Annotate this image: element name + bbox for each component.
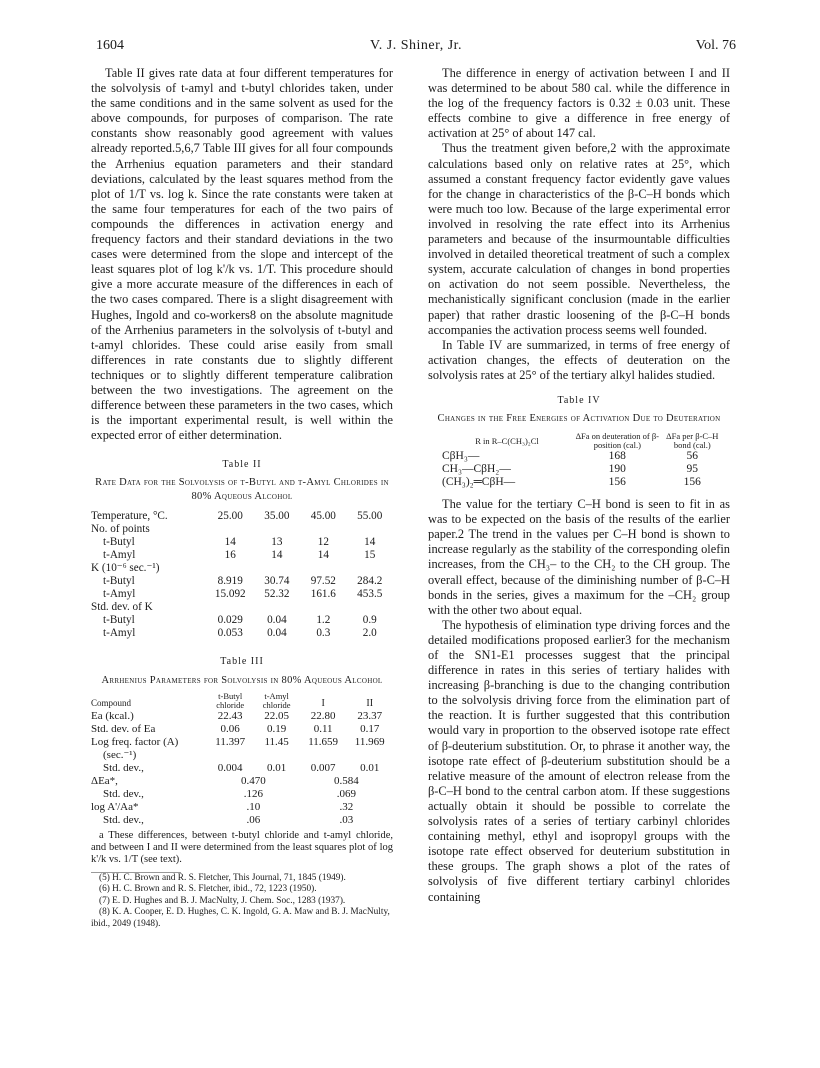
running-author: V. J. Shiner, Jr. [369, 38, 463, 53]
table-cell: 0.584 [334, 774, 359, 787]
table-row [91, 588, 393, 601]
table-row [442, 463, 722, 476]
table-cell: 0.01 [360, 761, 380, 774]
row-label: t-Butyl [103, 536, 135, 549]
page-header [96, 38, 736, 58]
row-label: (sec.⁻¹) [103, 748, 137, 761]
reference-item: (7) E. D. Hughes and B. J. MacNulty, J. Chem. Soc., 1283 (1937). [99, 895, 346, 906]
table-cell [300, 749, 347, 762]
row-label: Std. dev., [103, 787, 144, 800]
table-cell [346, 749, 393, 762]
col-compound: Compound [91, 697, 132, 708]
col-header: II [366, 697, 374, 709]
table-cell: 25.00 [217, 510, 243, 523]
table-cell: 0.17 [360, 722, 380, 735]
paragraph: Table II gives rate data at four different temperatures for the solvolysis of t-amyl and t-butyl chlorides taken, under the same conditions and in the same solvent as used for the above compounds, for purposes of comparison. The rate constants show reasonably good agreement with values already reported.5,6,7 Table III gives for all four compounds the Arrhenius equation parameters and their standard deviations, calculated by the least squares method from the plot of 1/T vs. log k. Since the rate constants were taken at the same four temperatures for each of the two pairs of compounds the differences in activation energy and frequency factors and their standard deviations in the two cases were determined from the slope and intercept of the least squares plot of log k'/k vs. 1/T. This procedure should give a more accurate measure of the differences in each of the two cases compared. There is a slight disagreement with Hughes, Ingold and co-workers8 on the absolute magnitude of the Arrhenius parameters in the solvolysis of t-butyl and t-amyl chlorides. These could arise easily from small differences in rate constants due to slightly different techniques or to slightly different temperature calibration between the two investigations. The agreement on the difference between these parameters in the two cases, which is the important experimental result, is well within the expected error of either determination. [91, 66, 393, 443]
references [91, 873, 393, 931]
paragraph: The hypothesis of elimination type driving forces and the detailed modifications proposed earlier3 for the mechanism of the SN1-E1 processes suggest that the principal difference in rates in this series of tertiary halides with increasing β-branching is due to the changing contribution to the solvolysis driving force from the elimination part of the reaction. It is further suggested that this contribution would vary in proportion to the observed isotope rate effect of β-deuterium substitution. Or, to phrase it another way, the isotope rate effect of β-deuterium substitution should be a relative measure of the amount of electron release from the β-C–H bond to the central carbon atom. If these suggestions actually obtain it should be possible to correlate the solvolysis rates of a series of tertiary carbinyl chlorides containing methyl, ethyl and isopropyl groups with the isotope rate effect observed for deuterium substitution in these groups. The graph shows a plot of the rates of solvolysis of five different tertiary carbinyl chlorides containing [428, 617, 730, 904]
table-cell: 14 [271, 549, 283, 562]
table-cell: 0.053 [217, 627, 243, 640]
table-iii-footnote: a These differences, between t-butyl chloride and t-amyl chloride, and between I and II were determined from the least squares plot of log k'/k vs. 1/T (see text). [91, 829, 393, 865]
table-cell: 14 [364, 536, 376, 549]
table-row [91, 736, 393, 749]
table-cell [254, 601, 300, 614]
table-row [91, 614, 393, 627]
table-cell: 0.04 [267, 614, 287, 627]
table-cell: 0.029 [217, 614, 243, 627]
table-cell: 190 [608, 463, 626, 476]
table-cell [347, 523, 393, 536]
table-cell: .32 [339, 800, 354, 813]
table-cell: 0.06 [220, 722, 240, 735]
table-cell: 12 [317, 536, 329, 549]
table-cell: 95 [686, 463, 699, 476]
row-label: log A'/Aa* [91, 800, 139, 813]
table-row [91, 510, 393, 523]
table-cell [254, 562, 300, 575]
table-row [91, 814, 393, 827]
table-cell: .03 [339, 813, 354, 826]
table-row [91, 710, 393, 723]
table-cell: 0.19 [267, 722, 287, 735]
table-cell: 0.9 [362, 614, 377, 627]
table-cell [300, 523, 346, 536]
table-cell: 8.919 [217, 575, 243, 588]
table-iv [442, 432, 722, 489]
table-cell: 35.00 [264, 510, 290, 523]
row-label: Std. dev., [103, 761, 144, 774]
table-cell [207, 601, 254, 614]
table-cell [207, 749, 254, 762]
table-cell: 11.659 [308, 735, 339, 748]
table-cell: 168 [608, 450, 626, 463]
table-cell: 156 [608, 476, 626, 489]
volume-label: Vol. 76 [695, 38, 736, 53]
table-cell: 0.3 [316, 627, 331, 640]
table-row [91, 562, 393, 575]
table-iv-caption: Changes in the Free Energies of Activation Due to Deuteration [437, 413, 721, 425]
row-label: Ea (kcal.) [91, 709, 134, 722]
table-cell: 0.11 [313, 722, 333, 735]
table-cell [254, 523, 300, 536]
table-cell: 0.007 [310, 761, 336, 774]
table-cell: 56 [686, 450, 699, 463]
table-cell: 453.5 [357, 588, 383, 601]
paragraph: In Table IV are summarized, in terms of free energy of activation changes, the effects of deuteration on the solvolysis rates at 25° of the tertiary alkyl halides studied. [428, 337, 730, 382]
paragraph: Thus the treatment given before,2 with the approximate calculations based only on relative rates at 25°, which assumed a constant frequency factor evidently gave values for the change in characteristics of the β-C–H bonds which were much too low. Because of the large experimental error involved in resolving the rate effect into its Arrhenius parameters and because of the insurmountable difficulties involved in detailed theoretical treatment of such a complex system, accurate calculation of changes in bond properties on activation do not seem possible. Nevertheless, the mechanistically significant conclusion (made in the earlier paper) that rather drastic loosening of the β-C–H bonds accompanies the activation process seems well founded. [428, 141, 730, 337]
row-label: Temperature, °C. [91, 510, 168, 523]
row-label: t-Amyl [103, 588, 136, 601]
table-row [91, 801, 393, 814]
table-cell: 52.32 [264, 588, 290, 601]
table-cell: .06 [246, 813, 261, 826]
table-cell: 22.80 [310, 709, 336, 722]
table-iv-title: Table IV [557, 394, 601, 406]
table-cell: .069 [336, 787, 357, 800]
col-header: R in R–C(CH₃)₂Cl [475, 435, 539, 446]
table-iii-caption: Arrhenius Parameters for Solvolysis in 80% Aqueous Alcohol [101, 674, 383, 686]
table-cell: 2.0 [362, 627, 377, 640]
table-cell: 22.43 [217, 709, 243, 722]
table-cell: 161.6 [310, 588, 336, 601]
table-row [91, 575, 393, 588]
table-ii [91, 510, 393, 640]
table-cell: .126 [243, 787, 263, 800]
table-cell: 97.52 [310, 575, 336, 588]
table-cell: 284.2 [357, 575, 383, 588]
table-row [91, 601, 393, 614]
row-label: CβH₃— [442, 450, 480, 463]
table-row [91, 723, 393, 736]
row-label: t-Butyl [103, 575, 135, 588]
row-label: Std. dev. of K [91, 601, 153, 614]
table-row [91, 627, 393, 640]
table-cell: 14 [317, 549, 329, 562]
row-label: Log freq. factor (A) [91, 735, 179, 748]
table-row [91, 536, 393, 549]
table-cell [300, 562, 346, 575]
table-cell: 156 [683, 476, 701, 489]
table-cell: .10 [246, 800, 261, 813]
table-cell: 1.2 [316, 614, 331, 627]
table-cell: 0.04 [267, 627, 287, 640]
right-column [428, 66, 730, 905]
table-iii [91, 692, 393, 827]
row-label: K (10⁻⁶ sec.⁻¹) [91, 562, 160, 575]
table-cell [347, 601, 393, 614]
col-header: ΔFa per β-C–H bond (cal.) [666, 431, 719, 451]
table-cell: 23.37 [357, 709, 383, 722]
table-row [91, 749, 393, 762]
row-label: t-Butyl [103, 614, 135, 627]
table-row [91, 788, 393, 801]
page-number: 1604 [96, 38, 124, 53]
table-row [442, 450, 722, 463]
col-header: t-Butyl chloride [216, 690, 245, 710]
paragraph: The value for the tertiary C–H bond is seen to fit in as was to be expected on the basis of the results of the earlier paper.2 The trend in the values per C–H bond is shown to increase regularly as the stability of the corresponding olefin increases, from the CH₃– to the CH₂ to the CH group. The overall effect, because of the diminishing number of β-C–H bonds in the series, gives a maximum for the –CH₂ group with the other two about equal. [428, 497, 730, 617]
table-row [442, 476, 722, 489]
table-row [91, 762, 393, 775]
row-label: t-Amyl [103, 627, 136, 640]
table-cell: 45.00 [310, 510, 336, 523]
reference-item: (5) H. C. Brown and R. S. Fletcher, This Journal, 71, 1845 (1949). [99, 872, 346, 883]
table-cell: 0.01 [267, 761, 287, 774]
row-label: ΔEa*, [91, 774, 118, 787]
table-cell [347, 562, 393, 575]
table-cell: 13 [271, 536, 283, 549]
table-cell: 0.004 [217, 761, 243, 774]
table-cell: 11.969 [354, 735, 385, 748]
table-iii-title: Table III [220, 656, 264, 668]
col-header: I [321, 697, 325, 709]
table-ii-caption: Rate Data for the Solvolysis of t-Butyl and t-Amyl Chlorides in 80% Aqueous Alcohol [95, 477, 389, 503]
left-column [91, 66, 393, 930]
table-header-row [442, 432, 722, 450]
table-row [91, 549, 393, 562]
table-cell: 0.470 [241, 774, 266, 787]
table-cell: 11.397 [215, 735, 246, 748]
col-header: ΔFa on deuteration of β-position (cal.) [575, 431, 660, 451]
reference-item: (6) H. C. Brown and R. S. Fletcher, ibid., 72, 1223 (1950). [99, 884, 317, 895]
row-label: Std. dev. of Ea [91, 722, 156, 735]
table-cell: 22.05 [264, 709, 290, 722]
col-header: t-Amyl chloride [262, 690, 291, 710]
table-cell: 14 [224, 536, 236, 549]
row-label: No. of points [91, 523, 150, 536]
table-cell [207, 523, 254, 536]
table-row [91, 775, 393, 788]
row-label: (CH₃)₂═CβH— [442, 476, 516, 489]
table-row [91, 523, 393, 536]
table-cell: 15 [364, 549, 376, 562]
table-cell [253, 749, 299, 762]
paragraph: The difference in energy of activation between I and II was determined to be about 580 cal. while the difference in the log of the frequency factors is 0.32 ± 0.03 unit. These effects combine to give a difference in free energy of activation at 25° of about 147 cal. [428, 66, 730, 141]
row-label: t-Amyl [103, 549, 136, 562]
table-cell: 16 [224, 549, 236, 562]
row-label: CH₃—CβH₂— [442, 463, 511, 476]
row-label: Std. dev., [103, 813, 144, 826]
table-cell [300, 601, 346, 614]
reference-item: (8) K. A. Cooper, E. D. Hughes, C. K. Ingold, G. A. Maw and B. J. MacNulty, ibid., 2049 (1948). [91, 907, 390, 929]
table-cell: 15.092 [214, 588, 246, 601]
table-header-row [91, 692, 393, 710]
table-cell [207, 562, 254, 575]
table-cell: 11.45 [264, 735, 289, 748]
table-cell: 30.74 [264, 575, 290, 588]
table-cell: 55.00 [357, 510, 383, 523]
table-ii-title: Table II [222, 459, 262, 471]
